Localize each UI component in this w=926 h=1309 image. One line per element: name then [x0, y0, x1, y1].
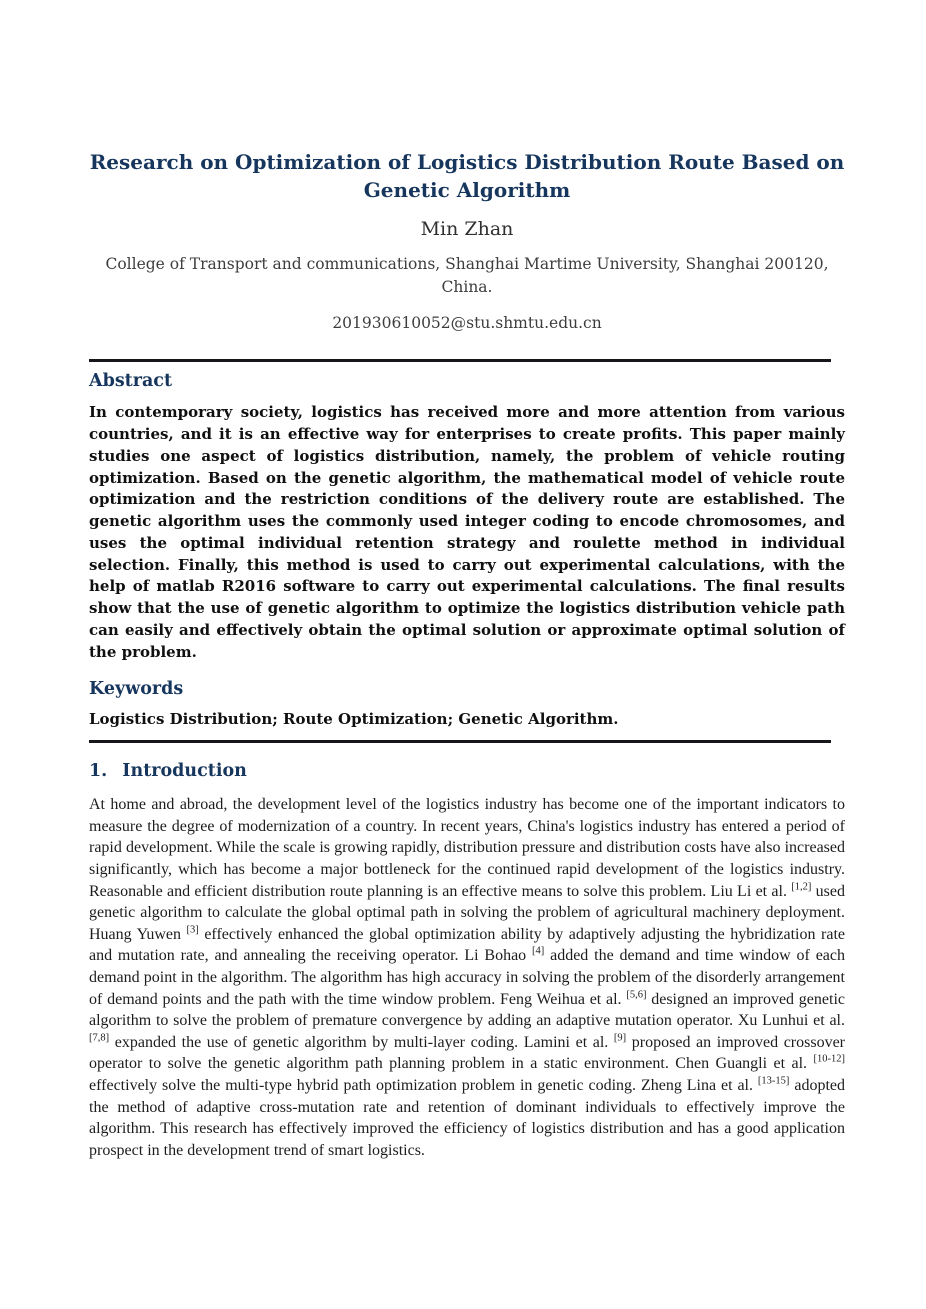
- abstract-text: In contemporary society, logistics has received more and more attention from various countries, and it is an effective way for enterprises to create profits. This paper mainly studies one aspect of logistics distribution, namely, the problem of vehicle routing optimization. Based on the genetic algorithm, the mathematical model of vehicle route optimization and the restriction conditions of the delivery route are established. The genetic algorithm uses the commonly used integer coding to encode chromosomes, and uses the optimal individual retention strategy and roulette method in individual selection. Finally, this method is used to carry out experimental calculations, with the help of matlab R2016 software to carry out experimental calculations. The final results show that the use of genetic algorithm to optimize the logistics distribution vehicle path can easily and effectively obtain the optimal solution or approximate optimal solution of the problem.: [89, 403, 845, 661]
- abstract-heading: Abstract: [89, 371, 173, 392]
- citation-ref-3: [3]: [186, 924, 199, 936]
- keywords-text: Logistics Distribution; Route Optimization; Genetic Algorithm.: [89, 710, 619, 729]
- intro-text-segment: used genetic algorithm to calculate the global optimal path in solving the problem of agricultural machinery deployment. Huang Yuwen: [89, 882, 845, 943]
- introduction-paragraph: [89, 794, 845, 1161]
- citation-ref-10-12: [10-12]: [813, 1054, 845, 1066]
- intro-text-segment: adopted the method of adaptive cross-mutation rate and retention of dominant individuals to effectively improve the algorithm. This research has effectively improved the efficiency of logistics distribution and has a good application prospect in the development trend of smart logistics.: [89, 1077, 845, 1159]
- section-title: Introduction: [122, 761, 247, 782]
- intro-text-segment: effectively enhanced the global optimization ability by adaptively adjusting the hybridization rate and mutation rate, and annealing the receiving operator. Li Bohao: [89, 925, 846, 965]
- author-affiliation: College of Transport and communications, Shanghai Martime University, Shanghai 200120, China.: [105, 254, 829, 297]
- author-email: 201930610052@stu.shmtu.edu.cn: [332, 314, 602, 333]
- author-name: Min Zhan: [420, 217, 514, 240]
- intro-text-segment: added the demand and time window of each demand point in the algorithm. The algorithm has high accuracy in solving the problem of the disorderly arrangement of demand points and the path with the time window problem. Feng Weihua et al.: [89, 947, 846, 1008]
- citation-ref-1-2: [1,2]: [791, 881, 812, 893]
- intro-text-segment: designed an improved genetic algorithm to solve the problem of premature convergence by adding an adaptive mutation operator. Xu Lunhui et al.: [89, 990, 845, 1030]
- intro-text-segment: effectively solve the multi-type hybrid path optimization problem in genetic coding. Zheng Lina et al.: [89, 1077, 758, 1094]
- keywords-heading: Keywords: [89, 679, 184, 700]
- citation-ref-5-6: [5,6]: [626, 989, 647, 1001]
- paper-title: Research on Optimization of Logistics Distribution Route Based on Genetic Algorithm: [89, 150, 845, 203]
- abstract-top-divider: [89, 359, 831, 362]
- intro-text-segment: expanded the use of genetic algorithm by multi-layer coding. Lamini et al.: [109, 1033, 614, 1051]
- citation-ref-13-15: [13-15]: [757, 1075, 790, 1087]
- citation-ref-9: [9]: [613, 1032, 627, 1044]
- citation-ref-7-8: [7,8]: [89, 1032, 110, 1044]
- section-number: 1.: [89, 761, 108, 782]
- introduction-section-heading: [89, 761, 845, 781]
- intro-text-segment: proposed an improved crossover operator to solve the genetic algorithm path planning problem in a static environment. Chen Guangli et al.: [89, 1033, 846, 1073]
- intro-text-segment: At home and abroad, the development level of the logistics industry has become one of the important indicators to measure the degree of modernization of a country. In recent years, China's logistics industry has entered a period of rapid development. While the scale is growing rapidly, distribution pressure and distribution costs have also increased significantly, which has become a major bottleneck for the continued rapid development of the logistics industry. Reasonable and efficient distribution route planning is an effective means to solve this problem. Liu Li et al.: [89, 796, 845, 900]
- keywords-bottom-divider: [89, 740, 831, 743]
- citation-ref-4: [4]: [532, 946, 545, 958]
